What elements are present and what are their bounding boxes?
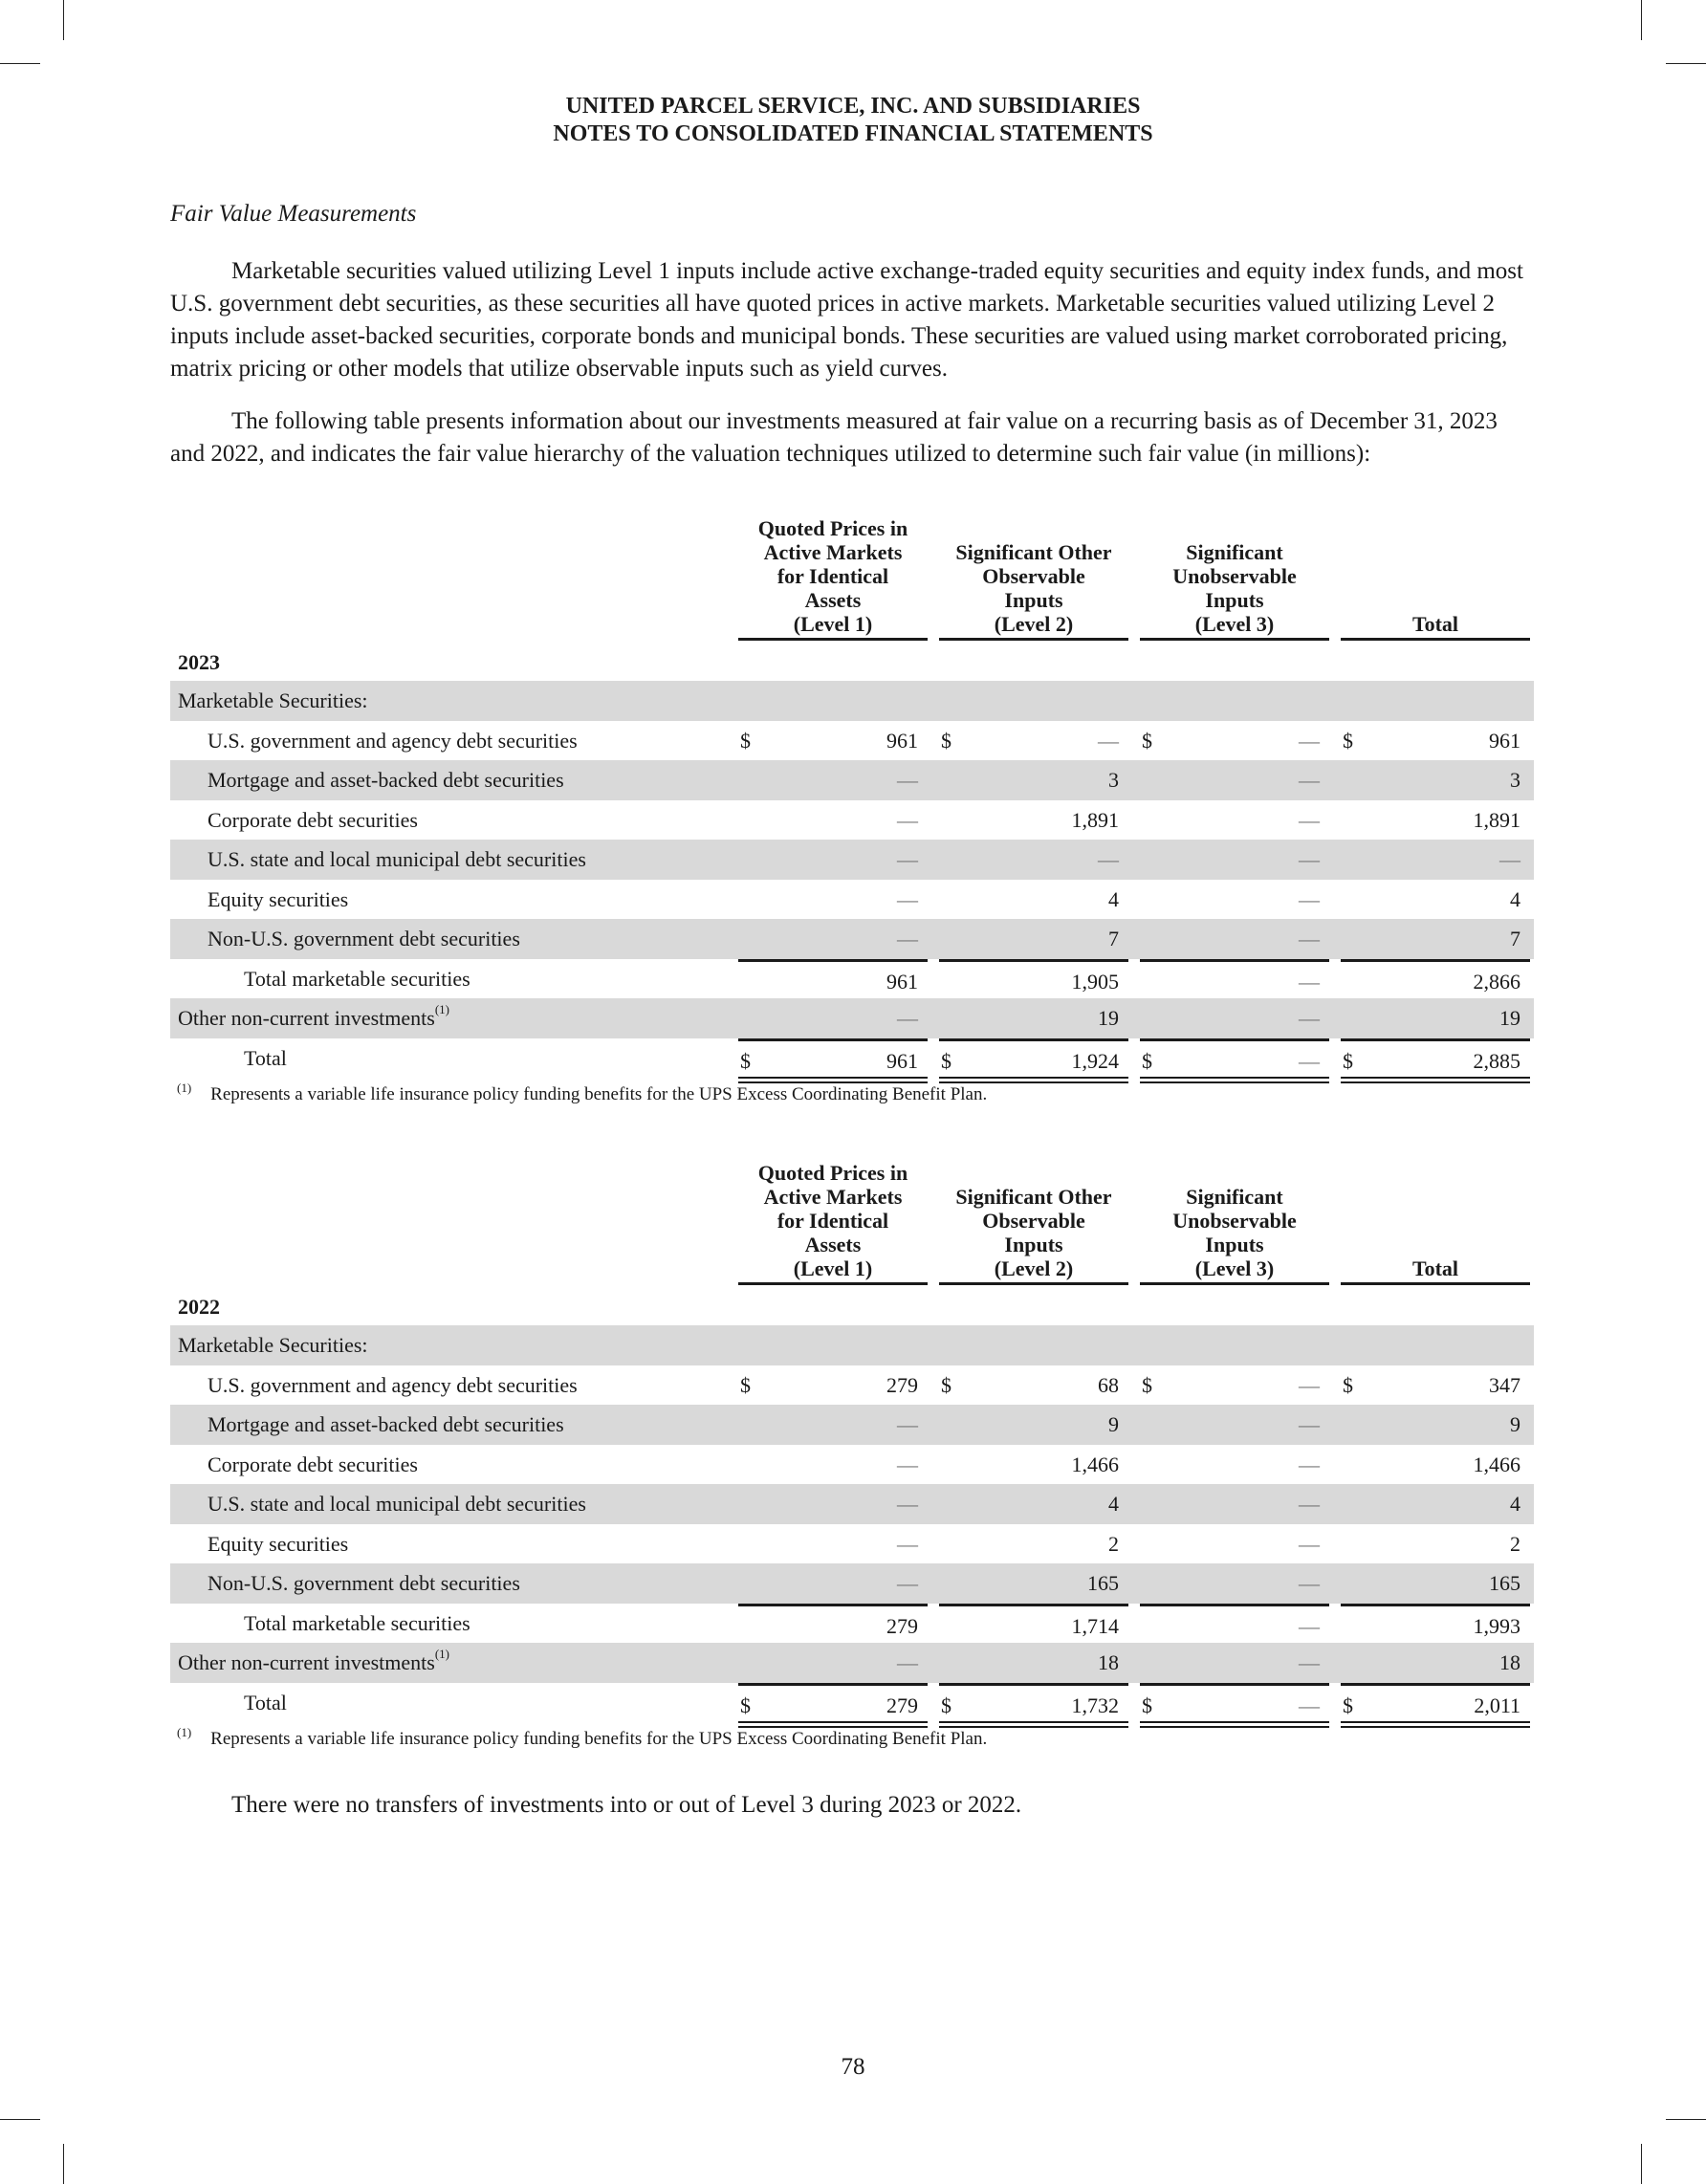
column-header-line: (Level 2): [994, 612, 1074, 636]
row-label: [208, 1412, 564, 1437]
dollar-sign: $: [1343, 1048, 1353, 1073]
year-label: 2022: [178, 1295, 220, 1319]
row-label-text: Corporate debt securities: [208, 1452, 418, 1476]
cell-value: —: [897, 1452, 918, 1476]
value-cell: [738, 1683, 928, 1723]
row-label-text: U.S. government and agency debt securities: [208, 1372, 578, 1397]
value-cell: [1140, 760, 1329, 800]
row-label: [244, 1611, 470, 1636]
table-footnote: [177, 1725, 988, 1750]
table-intro-paragraph: The following table presents information about our investments measured at fair value on a recurring basis as of December 31, 2023 and 2022, and indicates the fair value hierarchy of the valuation techniques utilized to determine such fair value (in millions):: [170, 408, 1498, 467]
table-footnote: [177, 1081, 988, 1105]
cell-value: —: [897, 807, 918, 832]
row-label: [178, 1333, 368, 1358]
cell-value: —: [897, 1650, 918, 1674]
cell-value: —: [897, 847, 918, 871]
row-label-text: Other non-current investments: [178, 1650, 435, 1674]
row-label-text: Total: [244, 1045, 287, 1070]
row-label-text: Marketable Securities:: [178, 1333, 368, 1357]
row-label: [208, 808, 418, 833]
cell-value: 19: [1499, 1006, 1520, 1030]
cell-value: —: [897, 768, 918, 792]
value-cell: [1140, 840, 1329, 880]
cell-value: —: [1098, 728, 1119, 753]
cell-value: 279: [886, 1372, 918, 1397]
table-row: [170, 721, 1534, 761]
table-row: [170, 1484, 1534, 1524]
cell-value: 4: [1108, 886, 1119, 911]
cell-value: 279: [886, 1613, 918, 1638]
crop-mark: [1641, 2144, 1642, 2184]
row-label-text: U.S. state and local municipal debt securities: [208, 847, 586, 871]
column-header-line: Unobservable: [1172, 1209, 1297, 1233]
cell-value: —: [1299, 1048, 1320, 1073]
dollar-sign: $: [1343, 1693, 1353, 1717]
value-cell: [1140, 880, 1329, 920]
row-label: [178, 688, 368, 713]
closing-paragraph: There were no transfers of investments into or out of Level 3 during 2023 or 2022.: [231, 1792, 1022, 1818]
column-header-line: Significant Other: [955, 540, 1112, 564]
cell-value: 18: [1499, 1650, 1520, 1674]
value-cell: [1341, 998, 1530, 1038]
value-cell: [1341, 1365, 1530, 1406]
table-header: [170, 516, 1534, 641]
dollar-sign: $: [1142, 1693, 1152, 1717]
cell-value: 7: [1510, 927, 1520, 950]
value-cell: [738, 1405, 928, 1445]
cell-value: 2: [1108, 1531, 1119, 1556]
value-cell: [1341, 1484, 1530, 1524]
cell-value: 4: [1510, 886, 1520, 911]
row-label: [178, 1647, 449, 1675]
cell-value: 7: [1108, 927, 1119, 950]
crop-mark: [1666, 2119, 1706, 2120]
value-cell: [939, 1683, 1128, 1723]
page-header: [0, 93, 1706, 148]
year-row: [170, 1285, 1534, 1325]
footnote-reference: (1): [434, 1647, 449, 1661]
cell-value: 4: [1510, 1492, 1520, 1516]
value-cell: [1140, 800, 1329, 841]
table-row: [170, 1325, 1534, 1365]
column-header-line: Active Markets: [763, 540, 903, 564]
column-header-line: Total: [1411, 1256, 1459, 1280]
column-header: [738, 516, 928, 641]
column-header-line: Inputs: [1205, 1233, 1264, 1256]
value-cell: [1341, 840, 1530, 880]
value-cell: [1140, 1365, 1329, 1406]
value-cell: [1341, 721, 1530, 761]
cell-value: —: [897, 1571, 918, 1595]
dollar-sign: $: [740, 1693, 751, 1717]
column-header-line: Assets: [804, 1233, 862, 1256]
row-label-text: Total marketable securities: [244, 1610, 470, 1635]
column-header-line: Total: [1411, 612, 1459, 636]
value-cell: [1140, 721, 1329, 761]
footnote-text: Represents a variable life insurance policy funding benefits for the UPS Excess Coordinating Benefit Plan.: [210, 1084, 988, 1104]
table-row: [170, 1683, 1534, 1723]
cell-value: 1,891: [1071, 807, 1119, 832]
table-row: [170, 998, 1534, 1038]
dollar-sign: $: [941, 1048, 951, 1073]
column-header: [1140, 540, 1329, 641]
crop-mark: [63, 2144, 64, 2184]
cell-value: —: [1299, 1531, 1320, 1556]
value-cell: [939, 1524, 1128, 1564]
value-cell: [1341, 1683, 1530, 1723]
row-label: [178, 1002, 449, 1031]
value-cell: [738, 1445, 928, 1485]
cell-value: 347: [1489, 1372, 1520, 1397]
value-cell: [1341, 800, 1530, 841]
crop-mark: [63, 0, 64, 40]
value-cell: [1140, 1484, 1329, 1524]
row-label-text: Mortgage and asset-backed debt securities: [208, 1412, 564, 1436]
cell-value: —: [1299, 1372, 1320, 1397]
value-cell: [1341, 880, 1530, 920]
column-header-line: Assets: [804, 588, 862, 612]
table-row: [170, 800, 1534, 841]
value-cell: [939, 800, 1128, 841]
column-header-line: (Level 3): [1194, 1256, 1275, 1280]
column-header-line: Observable: [982, 1209, 1085, 1233]
cell-value: —: [1299, 1613, 1320, 1638]
row-label-text: U.S. government and agency debt securities: [208, 728, 578, 753]
value-cell: [939, 840, 1128, 880]
table-row: [170, 1563, 1534, 1604]
table-row: [170, 1524, 1534, 1564]
value-cell: [1140, 919, 1329, 959]
value-cell: [939, 1484, 1128, 1524]
value-cell: [738, 1484, 928, 1524]
value-cell: [939, 998, 1128, 1038]
value-cell: [738, 760, 928, 800]
table-row: [170, 1405, 1534, 1445]
section-title: Fair Value Measurements: [170, 201, 417, 227]
value-cell: [1140, 1563, 1329, 1604]
crop-mark: [0, 63, 40, 64]
cell-value: —: [1299, 1412, 1320, 1436]
year-label: 2023: [178, 650, 220, 674]
value-cell: [939, 1563, 1128, 1604]
table-row: [170, 1643, 1534, 1683]
dollar-sign: $: [740, 728, 751, 753]
intro-paragraph: Marketable securities valued utilizing Level 1 inputs include active exchange-traded equity securities and equity index funds, and most U.S. government debt securities, as these securities all have quoted prices in active markets. Marketable securities valued utilizing Level 2 inputs include asset-backed securities, corporate bonds and municipal bonds. These securities are valued using market corroborated pricing, matrix pricing or other models that utilize observable inputs such as yield curves.: [170, 258, 1523, 382]
cell-value: 165: [1489, 1571, 1520, 1595]
cell-value: 9: [1510, 1412, 1520, 1436]
cell-value: 2: [1510, 1531, 1520, 1556]
value-cell: [939, 721, 1128, 761]
value-cell: [1140, 1038, 1329, 1079]
row-label: [244, 1046, 287, 1071]
dollar-sign: $: [740, 1048, 751, 1073]
column-header: [1341, 1256, 1530, 1285]
value-cell: [939, 760, 1128, 800]
value-cell: [939, 880, 1128, 920]
dollar-sign: $: [941, 1372, 951, 1397]
column-header-line: Unobservable: [1172, 564, 1297, 588]
value-cell: [1341, 1325, 1530, 1365]
value-cell: [939, 1365, 1128, 1406]
value-cell: [1341, 959, 1530, 999]
value-cell: [1341, 1405, 1530, 1445]
cell-value: —: [1299, 969, 1320, 994]
cell-value: 19: [1098, 1006, 1119, 1030]
column-header-line: (Level 1): [793, 612, 873, 636]
cell-value: 1,905: [1071, 969, 1119, 994]
cell-value: —: [897, 1412, 918, 1436]
cell-value: 9: [1108, 1412, 1119, 1436]
value-cell: [738, 1325, 928, 1365]
row-label: [208, 927, 520, 951]
value-cell: [1341, 1038, 1530, 1079]
dollar-sign: $: [1343, 1372, 1353, 1397]
row-label-text: Non-U.S. government debt securities: [208, 927, 520, 950]
row-label: [208, 887, 348, 912]
value-cell: [1140, 681, 1329, 721]
row-label-text: Equity securities: [208, 1531, 349, 1556]
column-header-line: for Identical: [776, 1209, 889, 1233]
cell-value: 1,466: [1071, 1452, 1119, 1476]
value-cell: [939, 1445, 1128, 1485]
row-label-text: Corporate debt securities: [208, 807, 418, 832]
row-label: [244, 1691, 287, 1715]
row-label-text: Marketable Securities:: [178, 688, 368, 712]
dollar-sign: $: [1142, 728, 1152, 753]
table-row: [170, 1365, 1534, 1406]
value-cell: [1140, 959, 1329, 999]
value-cell: [1140, 1445, 1329, 1485]
value-cell: [1341, 1604, 1530, 1644]
cell-value: 1,466: [1473, 1452, 1520, 1476]
value-cell: [1341, 919, 1530, 959]
value-cell: [1341, 1445, 1530, 1485]
cell-value: —: [1299, 886, 1320, 911]
value-cell: [939, 681, 1128, 721]
cell-value: 1,993: [1473, 1613, 1520, 1638]
company-name: UNITED PARCEL SERVICE, INC. AND SUBSIDIARIES: [565, 94, 1141, 119]
cell-value: 961: [886, 728, 918, 753]
value-cell: [738, 721, 928, 761]
footnote-mark: (1): [177, 1081, 192, 1095]
column-header: [939, 1185, 1128, 1285]
cell-value: 2,885: [1473, 1048, 1520, 1073]
value-cell: [1140, 998, 1329, 1038]
table-row: [170, 1038, 1534, 1079]
table-row: [170, 1445, 1534, 1485]
value-cell: [1341, 760, 1530, 800]
row-label-text: U.S. state and local municipal debt securities: [208, 1492, 586, 1516]
value-cell: [738, 959, 928, 999]
cell-value: 1,732: [1071, 1693, 1119, 1717]
value-cell: [738, 1365, 928, 1406]
cell-value: 2,866: [1473, 969, 1520, 994]
value-cell: [738, 1524, 928, 1564]
column-header: [939, 540, 1128, 641]
value-cell: [738, 919, 928, 959]
table-row: [170, 1604, 1534, 1644]
column-header-line: Significant: [1186, 1185, 1283, 1209]
cell-value: —: [1299, 927, 1320, 950]
value-cell: [738, 998, 928, 1038]
cell-value: 1,891: [1473, 807, 1520, 832]
value-cell: [738, 1038, 928, 1079]
row-label: [208, 729, 578, 753]
footnote-text: Represents a variable life insurance policy funding benefits for the UPS Excess Coordinating Benefit Plan.: [210, 1729, 988, 1749]
row-label-text: Non-U.S. government debt securities: [208, 1571, 520, 1595]
cell-value: 4: [1108, 1492, 1119, 1516]
dollar-sign: $: [941, 728, 951, 753]
table-row: [170, 681, 1534, 721]
fair-value-table-2023: [170, 516, 1534, 1078]
value-cell: [738, 880, 928, 920]
table-header: [170, 1161, 1534, 1285]
dollar-sign: $: [1142, 1048, 1152, 1073]
crop-mark: [1666, 63, 1706, 64]
cell-value: —: [1299, 847, 1320, 871]
cell-value: —: [1499, 847, 1520, 871]
crop-mark: [1641, 0, 1642, 40]
cell-value: —: [1098, 847, 1119, 871]
value-cell: [1140, 1643, 1329, 1683]
dollar-sign: $: [1142, 1372, 1152, 1397]
cell-value: 961: [1489, 728, 1520, 753]
value-cell: [939, 919, 1128, 959]
row-label: [208, 847, 586, 872]
cell-value: —: [1299, 1452, 1320, 1476]
row-label-text: Other non-current investments: [178, 1006, 435, 1030]
value-cell: [939, 1038, 1128, 1079]
column-header-line: (Level 3): [1194, 612, 1275, 636]
column-header-line: Inputs: [1004, 1233, 1063, 1256]
cell-value: —: [1299, 768, 1320, 792]
value-cell: [1140, 1604, 1329, 1644]
row-label-text: Mortgage and asset-backed debt securities: [208, 768, 564, 792]
row-label: [208, 1571, 520, 1596]
column-header-line: (Level 1): [793, 1256, 873, 1280]
cell-value: —: [1299, 1492, 1320, 1516]
cell-value: —: [1299, 1693, 1320, 1717]
value-cell: [1341, 1563, 1530, 1604]
value-cell: [939, 1643, 1128, 1683]
value-cell: [738, 681, 928, 721]
cell-value: —: [1299, 1650, 1320, 1674]
footnote-reference: (1): [434, 1002, 449, 1016]
value-cell: [939, 1604, 1128, 1644]
table-row: [170, 880, 1534, 920]
cell-value: —: [897, 886, 918, 911]
value-cell: [1140, 1325, 1329, 1365]
column-header-line: Significant Other: [955, 1185, 1112, 1209]
value-cell: [939, 1325, 1128, 1365]
cell-value: 1,714: [1071, 1613, 1119, 1638]
cell-value: —: [897, 1006, 918, 1030]
cell-value: —: [1299, 728, 1320, 753]
row-label: [208, 768, 564, 793]
cell-value: 1,924: [1071, 1048, 1119, 1073]
cell-value: 2,011: [1474, 1693, 1520, 1717]
column-header-line: Significant: [1186, 540, 1283, 564]
cell-value: —: [1299, 807, 1320, 832]
document-subtitle: NOTES TO CONSOLIDATED FINANCIAL STATEMENTS: [553, 121, 1153, 146]
cell-value: 18: [1098, 1650, 1119, 1674]
cell-value: —: [897, 927, 918, 950]
column-header: [1140, 1185, 1329, 1285]
row-label: [208, 1532, 348, 1557]
row-label: [244, 967, 470, 992]
row-label-text: Total: [244, 1690, 287, 1714]
value-cell: [939, 1405, 1128, 1445]
column-header-line: for Identical: [776, 564, 889, 588]
cell-value: 961: [886, 969, 918, 994]
row-label: [208, 1373, 578, 1398]
value-cell: [738, 1563, 928, 1604]
value-cell: [1140, 1524, 1329, 1564]
table-row: [170, 760, 1534, 800]
column-header-line: Inputs: [1004, 588, 1063, 612]
cell-value: —: [1299, 1571, 1320, 1595]
value-cell: [1140, 1683, 1329, 1723]
cell-value: 279: [886, 1693, 918, 1717]
row-label-text: Total marketable securities: [244, 966, 470, 991]
cell-value: 3: [1510, 768, 1520, 792]
value-cell: [1341, 1643, 1530, 1683]
dollar-sign: $: [1343, 728, 1353, 753]
year-row: [170, 641, 1534, 681]
cell-value: 165: [1087, 1571, 1119, 1595]
crop-mark: [0, 2119, 40, 2120]
cell-value: 961: [886, 1048, 918, 1073]
row-label: [208, 1492, 586, 1517]
column-header: [1341, 612, 1530, 641]
value-cell: [1140, 1405, 1329, 1445]
value-cell: [939, 959, 1128, 999]
value-cell: [1341, 681, 1530, 721]
row-label-text: Equity securities: [208, 886, 349, 911]
column-header-line: Quoted Prices in: [757, 1161, 908, 1185]
table-row: [170, 959, 1534, 999]
footnote-mark: (1): [177, 1725, 192, 1739]
value-cell: [738, 1643, 928, 1683]
fair-value-table-2022: [170, 1161, 1534, 1722]
page-number: 78: [841, 2054, 865, 2080]
value-cell: [738, 1604, 928, 1644]
column-header: [738, 1161, 928, 1285]
column-header-line: Quoted Prices in: [757, 516, 908, 540]
column-header-line: Inputs: [1205, 588, 1264, 612]
cell-value: —: [897, 1531, 918, 1556]
value-cell: [738, 840, 928, 880]
table-row: [170, 840, 1534, 880]
column-header-line: Observable: [982, 564, 1085, 588]
dollar-sign: $: [941, 1693, 951, 1717]
value-cell: [738, 800, 928, 841]
cell-value: 3: [1108, 768, 1119, 792]
row-label: [208, 1452, 418, 1477]
table-row: [170, 919, 1534, 959]
value-cell: [1341, 1524, 1530, 1564]
cell-value: —: [897, 1492, 918, 1516]
cell-value: —: [1299, 1006, 1320, 1030]
column-header-line: Active Markets: [763, 1185, 903, 1209]
dollar-sign: $: [740, 1372, 751, 1397]
column-header-line: (Level 2): [994, 1256, 1074, 1280]
cell-value: 68: [1098, 1372, 1119, 1397]
